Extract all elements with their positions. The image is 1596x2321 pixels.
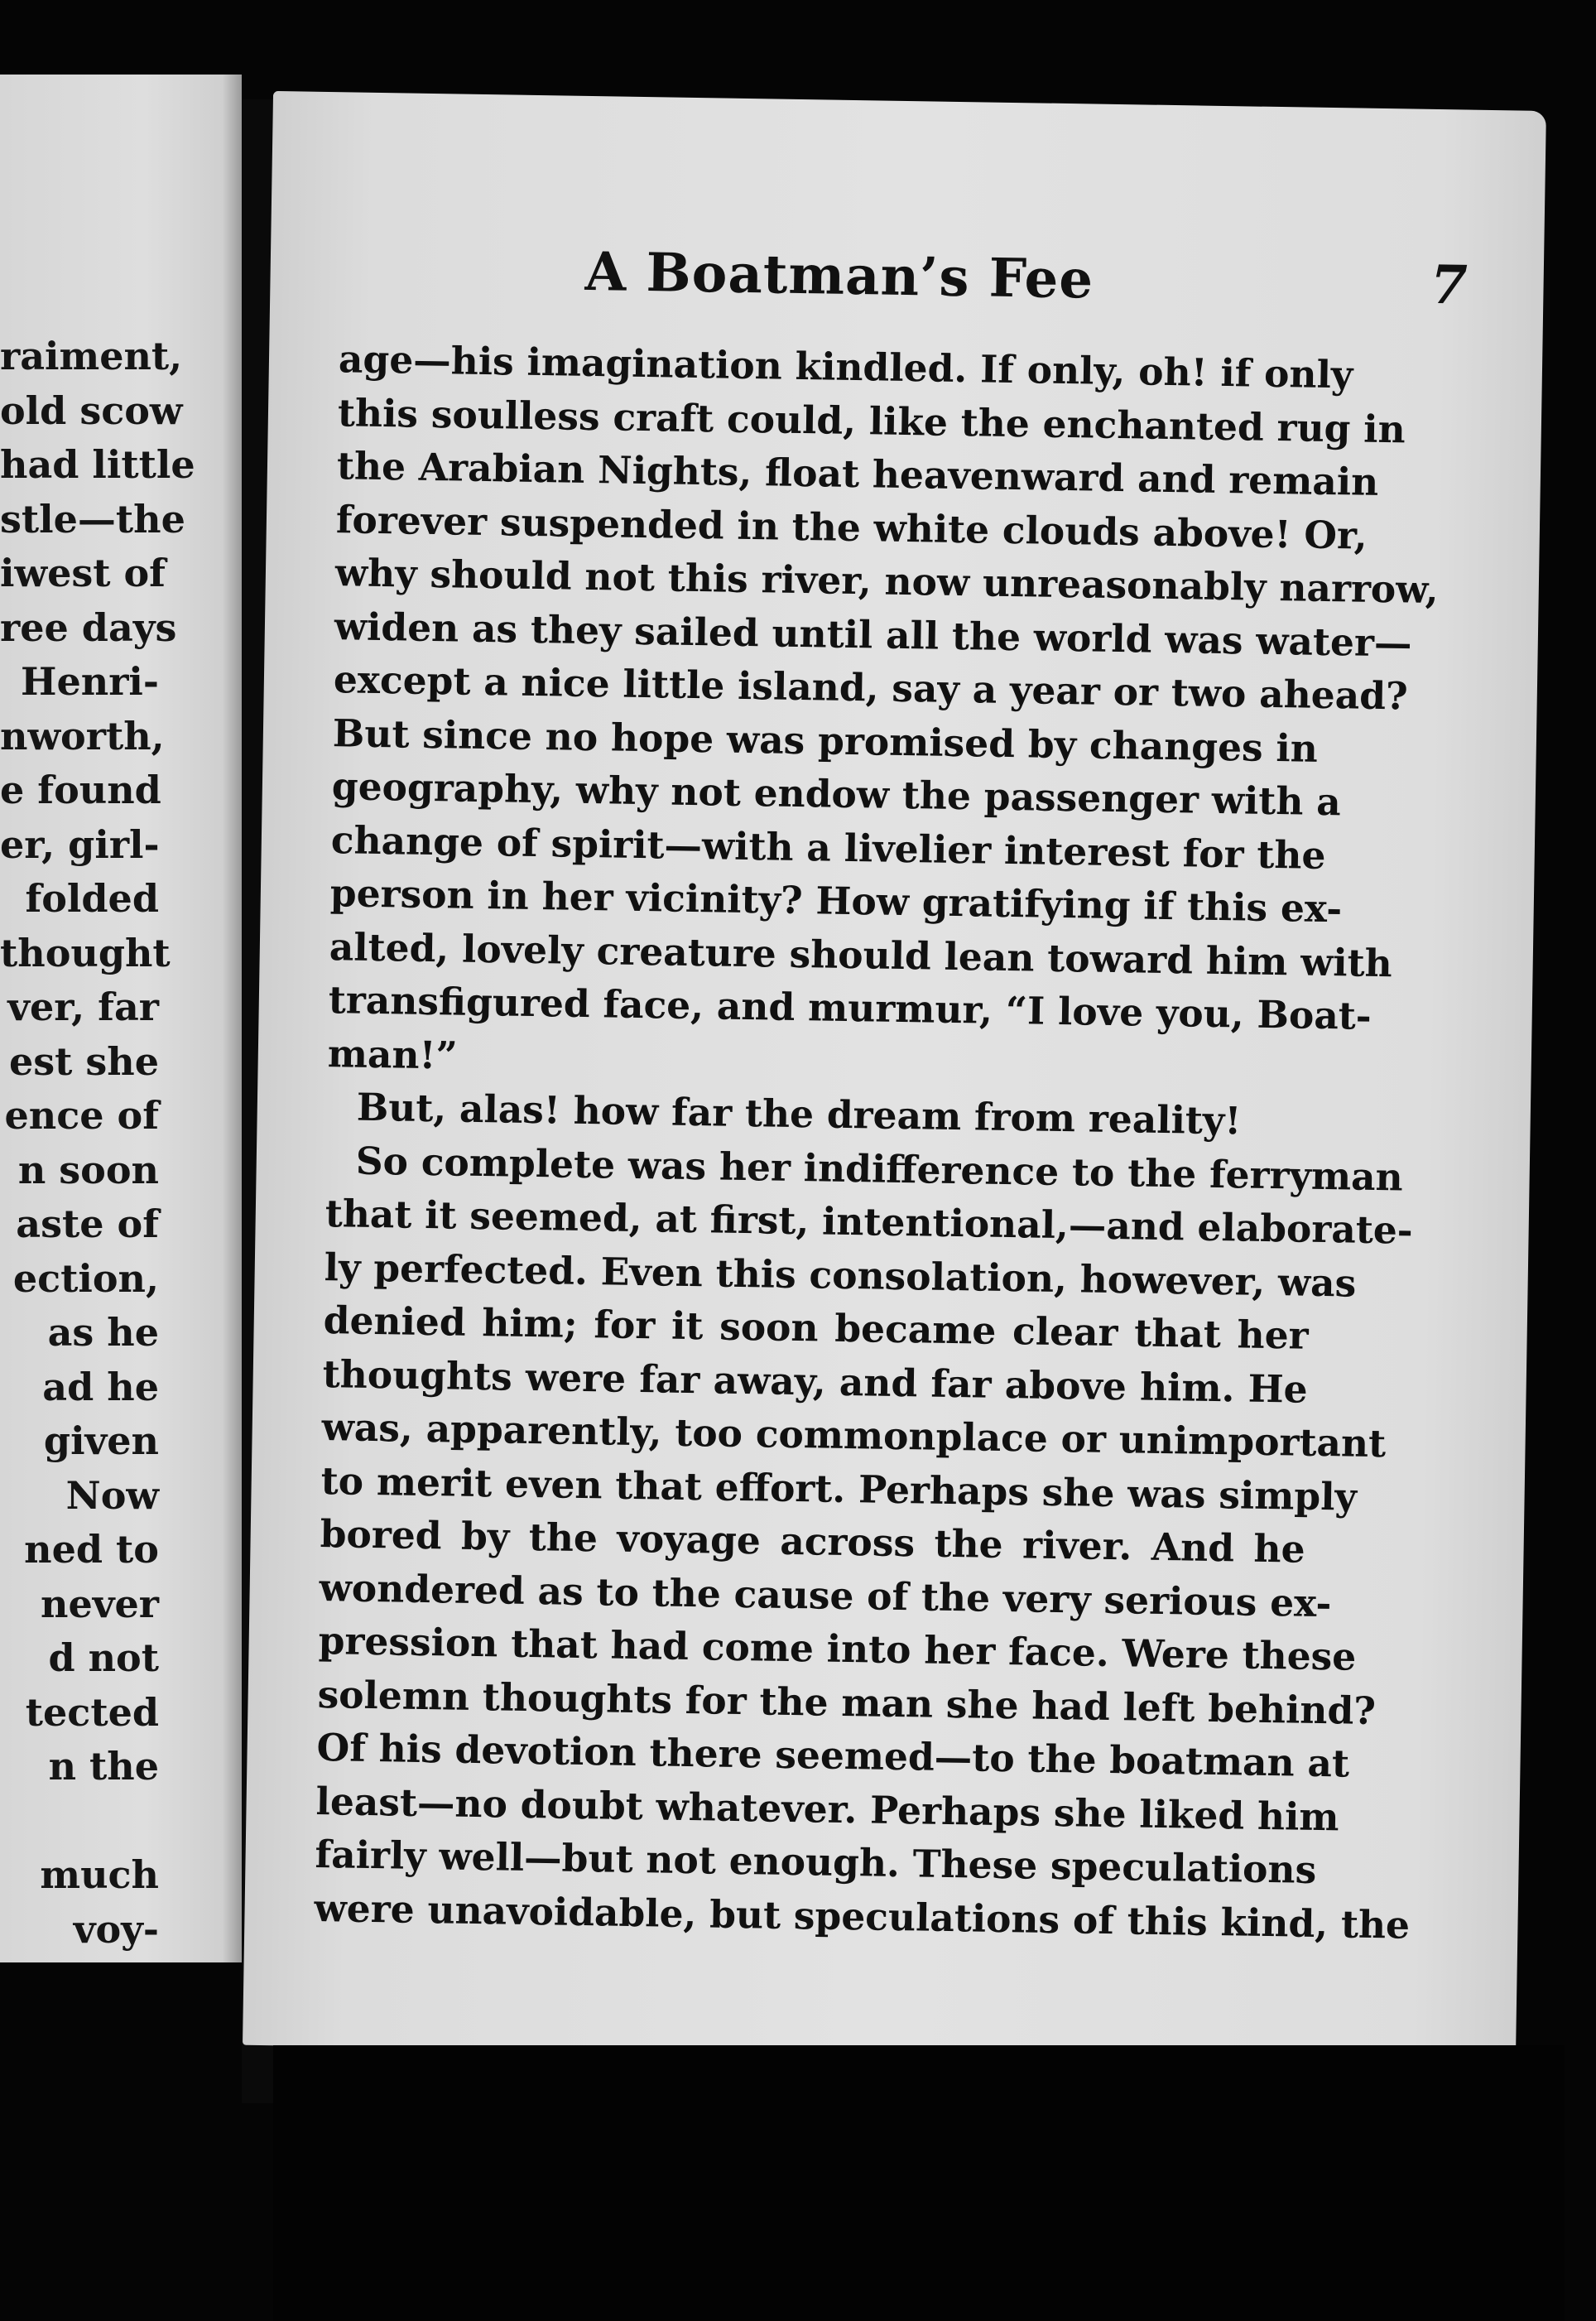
text-line: to merit even that effort. Perhaps she was simply (320, 1457, 1358, 1519)
previous-page-text (0, 330, 224, 1957)
text-line: change of spirit—with a livelier interest for the (330, 816, 1326, 878)
text-line: widen as they sailed until all the world was water— (334, 603, 1412, 666)
previous-page-line: ned to (24, 1527, 159, 1572)
text-line: pression that had come into her face. Were these (318, 1618, 1357, 1679)
text-line: least—no doubt whatever. Perhaps she liked him (315, 1778, 1339, 1839)
previous-page-line: stle—the (0, 496, 185, 542)
text-line: wondered as to the cause of the very serious ex- (319, 1564, 1332, 1625)
text-line: age—his imagination kindled. If only, oh! if only (338, 336, 1353, 397)
previous-page-line: est she (8, 1038, 159, 1084)
text-line: were unavoidable, but speculations of this kind, the (314, 1885, 1411, 1948)
previous-page-line: ection, (12, 1255, 159, 1301)
current-page (243, 91, 1546, 2065)
text-line: was, apparently, too commonplace or unimportant (321, 1404, 1387, 1466)
text-line: man!” (327, 1030, 459, 1078)
previous-page-line: tected (25, 1689, 159, 1735)
text-line: the Arabian Nights, float heavenward and remain (336, 443, 1379, 504)
previous-page (0, 75, 242, 1962)
previous-page-line: d not (48, 1635, 159, 1680)
previous-page-line: given (43, 1418, 159, 1463)
previous-page-line: n soon (17, 1147, 159, 1192)
text-line: why should not this river, now unreasonably narrow, (334, 550, 1439, 613)
page-number: 7 (1430, 253, 1469, 317)
text-line: bored by the voyage across the river. And he (320, 1511, 1306, 1572)
previous-page-line: iwest of (0, 551, 166, 595)
text-line: except a nice little island, say a year or two ahead? (333, 657, 1409, 719)
previous-page-line (0, 1794, 224, 1849)
previous-page-line: old scow (0, 388, 183, 433)
previous-page-line: n the (48, 1744, 159, 1789)
previous-page-line: ad he (42, 1364, 159, 1409)
text-line: solemn thoughts for the man she had left behind? (317, 1671, 1377, 1733)
previous-page-line: e found (0, 768, 161, 812)
previous-page-line: raiment, (0, 334, 183, 378)
paragraph-start-line: But, alas! how far the dream from reality! (356, 1084, 1242, 1144)
previous-page-line: ver, far (7, 985, 159, 1029)
previous-page-line: Now (65, 1472, 159, 1518)
previous-page-line: as he (47, 1310, 159, 1355)
previous-page-line: nworth, (0, 713, 165, 758)
previous-page-line: had little (0, 442, 195, 487)
text-line: that it seemed, at first, intentional,—and elaborate- (324, 1191, 1414, 1253)
previous-page-line: aste of (16, 1201, 159, 1246)
text-line: transfigured face, and murmur, “I love you, Boat- (328, 977, 1372, 1038)
text-line: thoughts were far away, and far above him. He (322, 1351, 1309, 1412)
text-line: person in her vicinity? How gratifying if this ex- (329, 870, 1343, 932)
previous-page-line: voy- (73, 1906, 159, 1952)
text-line: alted, lovely creature should lean toward him with (329, 923, 1393, 985)
previous-page-line: er, girl- (0, 821, 160, 867)
previous-page-line: Henri- (21, 659, 159, 704)
paragraph-start-line: So complete was her indifference to the ferryman (355, 1138, 1404, 1200)
text-line: this soulless craft could, like the enchanted rug in (337, 389, 1406, 451)
text-line: denied him; for it soon became clear that her (323, 1298, 1310, 1358)
page-header (270, 236, 1544, 330)
running-title: A Boatman’s Fee (584, 240, 1094, 311)
text-line: geography, why not endow the passenger with a (331, 763, 1342, 825)
text-line: ly perfected. Even this consolation, however, was (324, 1244, 1357, 1306)
text-line: forever suspended in the white clouds above! Or, (335, 496, 1368, 558)
text-line: fairly well—but not enough. These speculations (315, 1831, 1317, 1892)
body-text (314, 332, 1439, 1949)
text-line: Of his devotion there seemed—to the boatman at (316, 1724, 1350, 1786)
previous-page-line: never (41, 1581, 159, 1626)
previous-page-line: much (40, 1852, 159, 1897)
scan-bottom-margin (273, 2045, 1565, 2321)
previous-page-line: ree days (0, 604, 177, 650)
previous-page-line: thought (0, 930, 171, 975)
previous-page-line: ence of (4, 1093, 159, 1138)
previous-page-line: folded (25, 876, 159, 921)
text-line: But since no hope was promised by changes in (332, 710, 1319, 771)
